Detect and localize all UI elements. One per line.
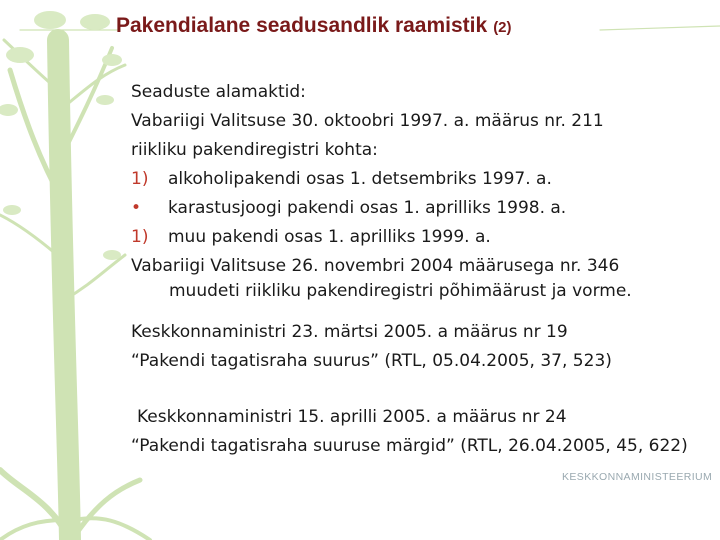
list-item — [131, 223, 716, 252]
list-marker: 1) — [131, 169, 149, 189]
list-marker: 1) — [131, 227, 149, 247]
regulation-2004-line2: muudeti riikliku pakendiregistri põhimäärust ja vorme. — [169, 281, 632, 301]
regulation-19-line2: “Pakendi tagatisraha suurus” (RTL, 05.04.2005, 37, 523) — [131, 351, 612, 371]
slide-title — [116, 14, 512, 38]
list-item — [131, 165, 716, 194]
regulation-19-line1: Keskkonnaministri 23. märtsi 2005. a määrus nr 19 — [131, 322, 568, 342]
list-marker: • — [131, 198, 142, 218]
list-item-text: muu pakendi osas 1. aprilliks 1999. a. — [168, 227, 491, 247]
body-line: Vabariigi Valitsuse 30. oktoobri 1997. a. määrus nr. 211 — [131, 111, 604, 131]
title-number: (2) — [493, 19, 512, 36]
ministry-logo: KESKKONNAMINISTEERIUM — [562, 471, 713, 483]
slide-body — [131, 78, 716, 461]
list-item-text: alkoholipakendi osas 1. detsembriks 1997. a. — [168, 169, 552, 189]
body-line: riikliku pakendiregistri kohta: — [131, 140, 378, 160]
regulation-24-line1: Keskkonnaministri 15. aprilli 2005. a määrus nr 24 — [137, 407, 567, 427]
regulation-2004-line1: Vabariigi Valitsuse 26. novembri 2004 määrusega nr. 346 — [131, 256, 620, 276]
list-item — [131, 194, 716, 223]
list-item-text: karastusjoogi pakendi osas 1. aprilliks 1998. a. — [168, 198, 567, 218]
regulation-24-line2: “Pakendi tagatisraha suuruse märgid” (RTL, 26.04.2005, 45, 622) — [131, 436, 688, 456]
body-line: Seaduste alamaktid: — [131, 82, 306, 102]
title-text: Pakendialane seadusandlik raamistik — [116, 14, 488, 37]
